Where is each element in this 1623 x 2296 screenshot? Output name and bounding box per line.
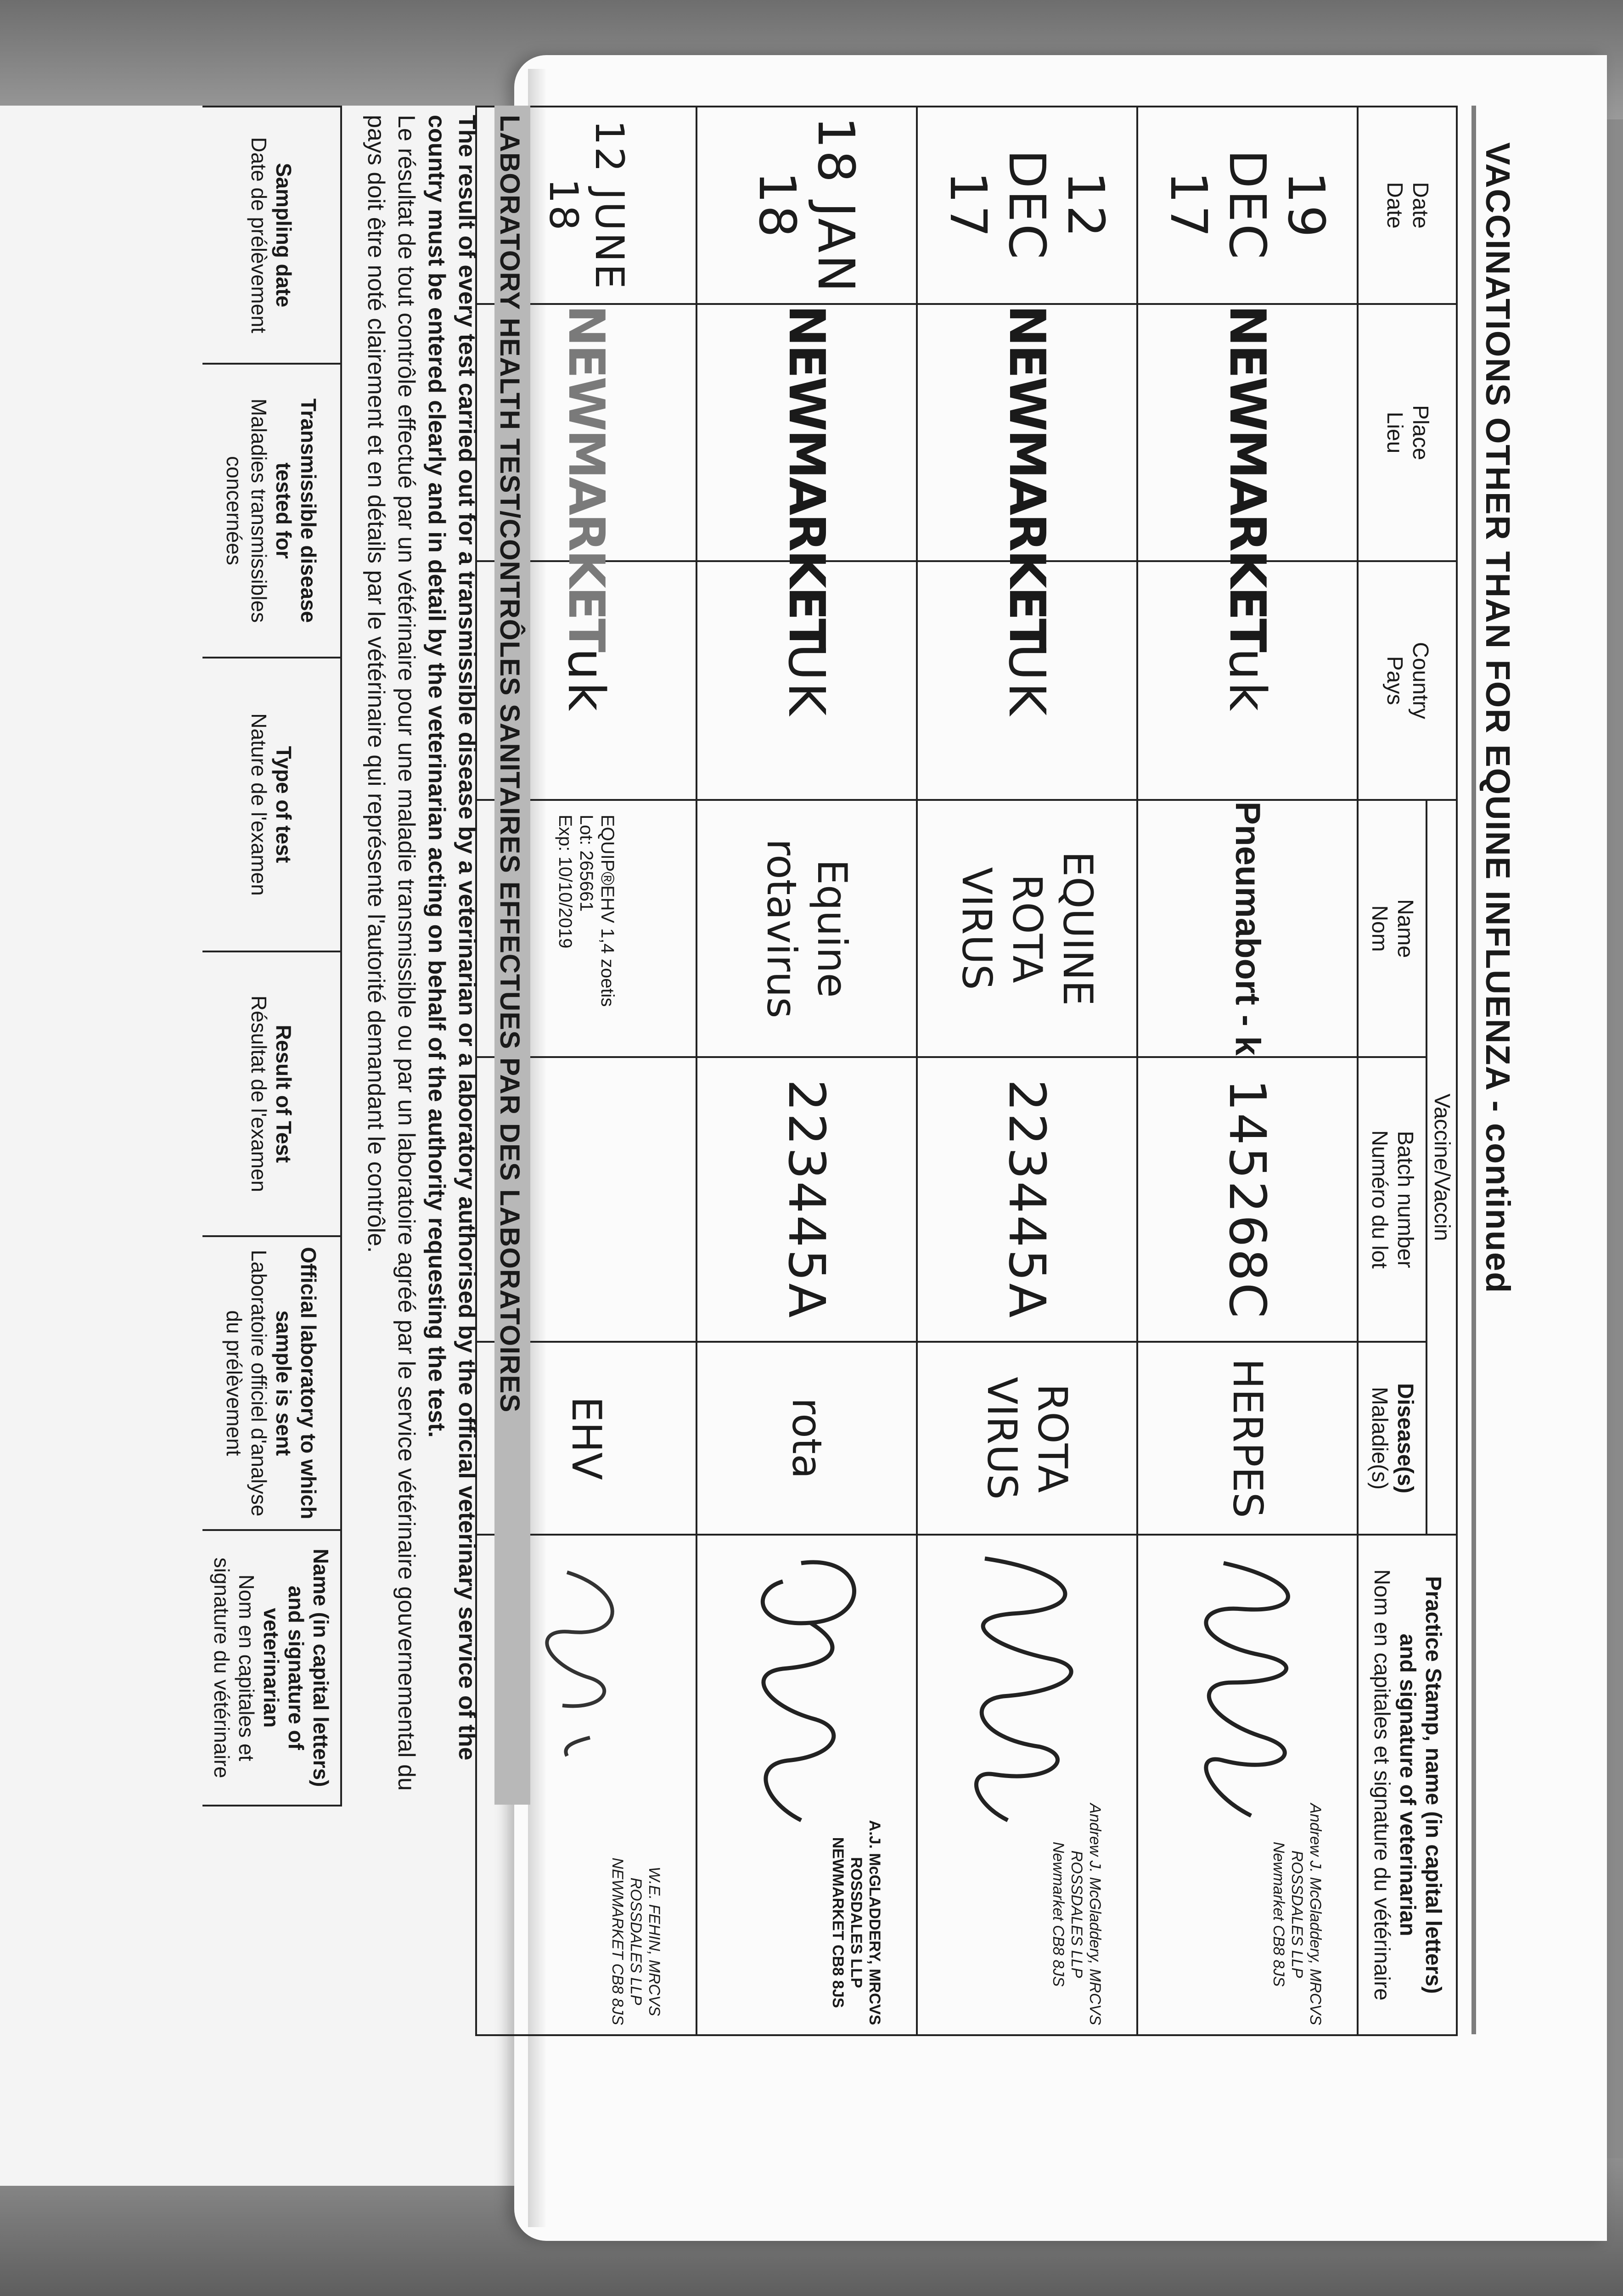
practice-stamp: [829, 1820, 884, 2025]
header-place-fr: Lieu: [1382, 411, 1407, 454]
stamp-line-1: Andrew J. McGladdery, MRCVS: [1086, 1803, 1104, 2026]
disease-value: EHV: [563, 1396, 610, 1480]
cell-stamp-signature: [696, 1535, 917, 2035]
cell-batch: [1137, 1057, 1358, 1342]
page-title: VACCINATIONS OTHER THAN FOR EQUINE INFLUENZA - continued: [1479, 142, 1517, 1294]
lab-header-en: Official laboratory to which sample is sent: [272, 1247, 320, 1519]
table-row: [917, 107, 1137, 2035]
stamp-line-2: ROSSDALES LLP: [1068, 1850, 1085, 1978]
header-date: [1358, 107, 1457, 304]
date-value: 12 DEC 17: [939, 149, 1115, 261]
date-value: 12 JUNE 18: [540, 120, 632, 291]
batch-value: 145268C: [1218, 1079, 1277, 1320]
table-row: [1137, 107, 1358, 2035]
vaccine-name-line-3: VIRUS: [953, 867, 1000, 990]
cell-place: [917, 304, 1137, 651]
title-bar: [1471, 106, 1527, 2034]
lab-header-fr: Laboratoire officiel d'analyse du prélèvement: [222, 1249, 271, 1517]
signature-mark: [930, 1545, 1123, 1829]
lab-header-en: Name (in capital letters) and signature of veterinarian: [259, 1548, 333, 1787]
header-disease: [1358, 1342, 1426, 1535]
country-value: uk: [557, 648, 616, 713]
lab-header-veterinarian: [202, 1530, 341, 1806]
cell-place: [696, 304, 917, 651]
header-batch-fr: Numéro du lot: [1367, 1130, 1392, 1269]
batch-value: 223445A: [777, 1079, 836, 1320]
stamp-line-3: NEWMARKET CB8 8JS: [609, 1857, 626, 2026]
lab-header-result: [202, 951, 341, 1236]
practice-stamp: [1049, 1803, 1104, 2025]
stamp-line-2: ROSSDALES LLP: [848, 1857, 865, 1988]
lab-header-en: Result of Test: [272, 1024, 296, 1163]
vaccine-name: Pneumabort - k: [1228, 801, 1267, 1056]
place-stamp: NEWMARKET: [557, 305, 615, 651]
header-stamp-en-2: and signature of veterinarian: [1395, 1633, 1420, 1936]
vaccination-table: [475, 106, 1458, 2036]
lab-section-bar: [494, 106, 530, 1805]
cell-name: [917, 800, 1137, 1057]
header-vaccine-label: Vaccine/Vaccin: [1430, 1093, 1454, 1241]
stamp-line-2: ROSSDALES LLP: [1288, 1850, 1306, 1978]
stamp-line-3: NEWMARKET CB8 8JS: [829, 1837, 847, 2008]
lab-header-fr: Nom en capitales et signature du vétérinaire: [210, 1557, 258, 1778]
place-stamp: NEWMARKET: [778, 305, 836, 651]
stamp-line-3: Newmarket CB8 8JS: [1270, 1841, 1287, 1987]
cell-batch: [696, 1057, 917, 1342]
header-country: [1358, 561, 1457, 800]
date-value: 18 JAN 18: [748, 116, 865, 294]
vaccine-label-line-1: EQUIP®EHV 1,4 zoetis: [597, 815, 618, 1007]
header-date-fr: Date: [1382, 182, 1407, 229]
practice-stamp: [608, 1857, 663, 2025]
lab-header-fr: Date de prélèvement: [247, 137, 271, 333]
stamp-line-2: ROSSDALES LLP: [627, 1877, 645, 2005]
lab-header-test-type: [202, 658, 341, 951]
lab-section-title: LABORATORY HEALTH TEST/CONTRÔLES SANITAIRES EFFECTUES PAR DES LABORATOIRES: [494, 115, 525, 1413]
header-country-en: Country: [1408, 642, 1432, 720]
disease-value: HERPES: [1224, 1358, 1271, 1518]
cell-date: [1137, 107, 1358, 304]
lab-header-en: Sampling date: [272, 163, 296, 308]
rotated-document: [172, 106, 1527, 2126]
vaccine-label-line-3: Exp: 10/10/2019: [555, 815, 575, 949]
batch-value: 223445A: [998, 1079, 1056, 1320]
country-value: uk: [1218, 648, 1277, 713]
vaccine-name-line-2: ROTA: [1004, 874, 1051, 983]
disease-value: rota: [783, 1397, 831, 1479]
lab-notice-fr: Le résultat de tout contrôle effectué par un vétérinaire pour une maladie transmissible ou par un laboratoire agréé par le service vétérinaire gouvernemental du pays doit être noté clairement et en détails par le vétérinaire qui représente l'autorité demandant le contrôle.: [363, 115, 420, 1791]
cell-date: [917, 107, 1137, 304]
lab-header-laboratory: [202, 1236, 341, 1530]
lab-table-header-row: [202, 107, 341, 1806]
header-name-en: Name: [1393, 899, 1417, 958]
header-place-en: Place: [1408, 405, 1432, 461]
cell-stamp-signature: [917, 1535, 1137, 2035]
cell-disease: [1137, 1342, 1358, 1535]
lab-notice-en: The result of every test carried out for a transmissible disease by a veterinarian or a laboratory authorised by the official veterinary service of the country must be entered clearly and in detail by the veterinarian acting on behalf of the authority requesting the test.: [423, 115, 480, 1761]
header-name-fr: Nom: [1367, 905, 1392, 952]
country-value: UK: [777, 643, 836, 718]
stamp-line-3: Newmarket CB8 8JS: [1050, 1841, 1067, 1987]
lab-notice: [361, 115, 482, 1814]
lab-header-fr: Résultat de l'examen: [247, 995, 271, 1193]
header-vaccine-group: [1426, 800, 1457, 1535]
cell-name: [696, 800, 917, 1057]
header-batch-en: Batch number: [1393, 1131, 1417, 1268]
cell-name: [1137, 800, 1358, 1057]
stamp-line-1: A.J. McGLADDERY, MRCVS: [866, 1820, 883, 2026]
lab-header-en: Type of test: [272, 746, 296, 863]
practice-stamp: [1269, 1803, 1325, 2025]
vaccine-name-line-1: Equine: [809, 859, 856, 998]
lab-header-sampling-date: [202, 107, 341, 364]
header-batch: [1358, 1057, 1426, 1342]
header-name: [1358, 800, 1426, 1057]
header-stamp: [1358, 1535, 1457, 2035]
lab-header-en: Transmissible disease tested for: [272, 398, 320, 623]
lab-test-table: [202, 106, 342, 1806]
cell-disease: [696, 1342, 917, 1535]
stamp-line-1: Andrew J. McGladdery, MRCVS: [1307, 1803, 1324, 2026]
header-country-fr: Pays: [1382, 656, 1407, 705]
stamp-line-1: W.E. FEHIN, MRCVS: [646, 1866, 663, 2016]
vaccine-label-line-2: Lot: 265661: [576, 815, 596, 912]
header-stamp-en-1: Practice Stamp, name (in capital letters): [1421, 1576, 1445, 1994]
header-disease-fr: Maladie(s): [1367, 1386, 1392, 1490]
cell-disease: [917, 1342, 1137, 1535]
disease-value-line-1: ROTA: [1029, 1384, 1076, 1493]
country-value: UK: [998, 643, 1056, 718]
header-stamp-fr: Nom en capitales et signature du vétérinaire: [1370, 1569, 1394, 2001]
header-disease-en: Disease(s): [1393, 1383, 1417, 1494]
vaccine-name-line-2: rotavirus: [758, 838, 805, 1019]
table-row: [696, 107, 917, 2035]
date-value: 19 DEC 17: [1159, 149, 1336, 261]
lab-header-fr: Nature de l'examen: [247, 713, 271, 896]
cell-batch: [917, 1057, 1137, 1342]
header-date-en: Date: [1408, 182, 1432, 229]
signature-mark: [709, 1545, 902, 1829]
place-stamp: NEWMARKET: [1219, 305, 1276, 651]
cell-place: [1137, 304, 1358, 651]
disease-value-line-2: VIRUS: [978, 1377, 1026, 1500]
cell-stamp-signature: [1137, 1535, 1358, 2035]
header-place: [1358, 304, 1457, 561]
vaccine-name-line-1: EQUINE: [1054, 851, 1101, 1006]
table-group-header-row: [1426, 107, 1457, 2035]
lab-header-fr: Maladies transmissibles concernées: [222, 398, 271, 623]
lab-header-disease: [202, 364, 341, 658]
signature-mark: [1150, 1545, 1343, 1829]
place-stamp: NEWMARKET: [998, 305, 1056, 651]
cell-date: [696, 107, 917, 304]
